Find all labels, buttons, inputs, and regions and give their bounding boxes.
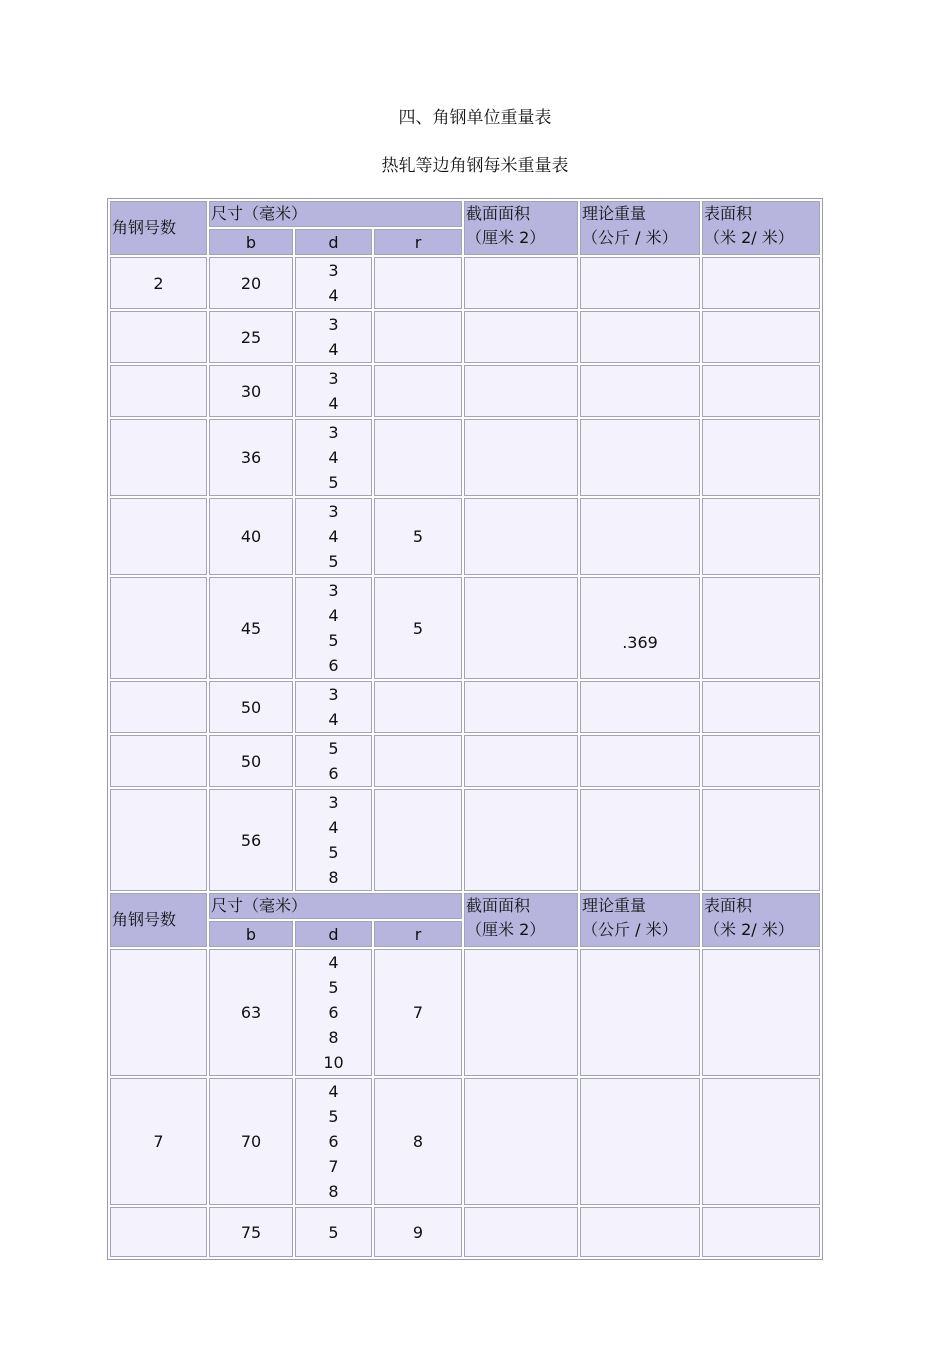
table-body [110,201,820,1257]
cell-no [110,311,207,363]
cell-b: 70 [209,1078,293,1205]
cell-b: 36 [209,419,293,496]
cell-d-value: 5 [328,978,339,997]
cell-d-value: 4 [328,527,339,546]
cell-no: 2 [110,257,207,309]
header-weight-line1: 理论重量 [582,896,647,915]
cell-r [374,419,462,496]
cell-d-value: 5 [328,1107,339,1126]
table-row [110,681,820,733]
cell-r [374,681,462,733]
table-title: 热轧等边角钢每米重量表 [381,156,569,176]
header-row [110,201,820,227]
header-surface-line2: （米 2/ 米） [704,228,794,247]
cell-b: 63 [209,949,293,1076]
cell-d-value: 4 [328,448,339,467]
cell-d-value: 6 [328,764,339,783]
section-title: 四、角钢单位重量表 [398,108,552,128]
cell-d [295,1207,372,1257]
cell-r [374,257,462,309]
cell-d-value: 4 [328,710,339,729]
angle-steel-weight-table [107,198,823,1260]
table-row [110,1207,820,1257]
table-row [110,789,820,891]
header-surface-line1: 表面积 [704,204,753,223]
cell-d-value: 3 [328,581,339,600]
table-row [110,419,820,496]
cell-d-value: 8 [328,1182,339,1201]
table-row [110,949,820,1076]
cell-weight [580,1207,700,1257]
table-row [110,257,820,309]
cell-b: 40 [209,498,293,575]
header-weight [580,893,700,947]
cell-weight [580,365,700,417]
cell-d-value: 3 [328,423,339,442]
header-surface [702,893,820,947]
cell-d [295,257,372,309]
cell-d [295,949,372,1076]
cell-weight [580,1078,700,1205]
cell-d-value: 3 [328,315,339,334]
cell-d-value: 4 [328,286,339,305]
cell-no [110,365,207,417]
cell-area [464,257,578,309]
header-surface [702,201,820,255]
header-no: 角钢号数 [110,201,207,255]
cell-area [464,1078,578,1205]
cell-d-value: 3 [328,502,339,521]
cell-d-value: 6 [328,656,339,675]
cell-surface [702,1078,820,1205]
cell-area [464,311,578,363]
header-weight-line2: （公斤 / 米） [582,228,678,247]
cell-d [295,1078,372,1205]
cell-area [464,419,578,496]
cell-b: 25 [209,311,293,363]
cell-area [464,681,578,733]
cell-weight [580,498,700,575]
header-b: b [209,921,293,947]
header-area-line1: 截面面积 [466,204,531,223]
cell-weight [580,789,700,891]
cell-area [464,498,578,575]
cell-area [464,365,578,417]
cell-no [110,1207,207,1257]
cell-surface [702,498,820,575]
cell-d-value: 4 [328,1082,339,1101]
cell-weight [580,257,700,309]
header-area [464,893,578,947]
cell-b: 50 [209,735,293,787]
header-no: 角钢号数 [110,893,207,947]
cell-r: 5 [374,577,462,679]
cell-d-value: 4 [328,953,339,972]
header-area [464,201,578,255]
cell-r [374,789,462,891]
header-surface-line2: （米 2/ 米） [704,920,794,939]
cell-d-value: 5 [328,473,339,492]
header-weight-line2: （公斤 / 米） [582,920,678,939]
cell-area [464,577,578,679]
header-row [110,893,820,919]
header-area-line2: （厘米 2） [466,920,546,939]
cell-no [110,735,207,787]
cell-weight [580,949,700,1076]
cell-surface [702,311,820,363]
cell-surface [702,419,820,496]
cell-b: 30 [209,365,293,417]
header-weight-line1: 理论重量 [582,204,647,223]
cell-no [110,419,207,496]
cell-area [464,1207,578,1257]
cell-surface [702,789,820,891]
cell-r: 7 [374,949,462,1076]
cell-surface [702,257,820,309]
table-row [110,498,820,575]
cell-surface [702,1207,820,1257]
cell-d [295,365,372,417]
cell-d-value: 5 [328,552,339,571]
cell-d-value: 7 [328,1157,339,1176]
header-d: d [295,229,372,255]
cell-weight [580,311,700,363]
header-size: 尺寸（毫米） [209,201,462,227]
cell-no [110,681,207,733]
cell-r: 5 [374,498,462,575]
cell-area [464,735,578,787]
cell-d-value: 8 [328,868,339,887]
cell-d-value: 8 [328,1028,339,1047]
cell-surface [702,949,820,1076]
cell-no [110,789,207,891]
cell-b: 50 [209,681,293,733]
cell-no: 7 [110,1078,207,1205]
cell-d-value: 3 [328,793,339,812]
cell-d [295,419,372,496]
cell-d-value: 6 [328,1132,339,1151]
cell-area [464,789,578,891]
cell-d [295,577,372,679]
cell-d-value: 6 [328,1003,339,1022]
cell-no [110,949,207,1076]
cell-weight [580,681,700,733]
header-weight [580,201,700,255]
table-row [110,365,820,417]
table-row [110,311,820,363]
cell-d [295,498,372,575]
cell-r [374,311,462,363]
header-area-line1: 截面面积 [466,896,531,915]
cell-d-value: 5 [328,739,339,758]
cell-no [110,498,207,575]
table-row [110,735,820,787]
cell-r [374,735,462,787]
cell-d-value: 5 [328,631,339,650]
cell-d-value: 4 [328,394,339,413]
cell-d-value: 4 [328,606,339,625]
header-size: 尺寸（毫米） [209,893,462,919]
header-area-line2: （厘米 2） [466,228,546,247]
cell-surface [702,577,820,679]
cell-r: 8 [374,1078,462,1205]
header-b: b [209,229,293,255]
cell-weight: .369 [580,577,700,679]
cell-surface [702,681,820,733]
cell-r: 9 [374,1207,462,1257]
cell-d [295,681,372,733]
cell-d-value: 5 [328,843,339,862]
cell-d-value: 10 [323,1053,344,1072]
header-d: d [295,921,372,947]
cell-d-value: 3 [328,261,339,280]
cell-b: 56 [209,789,293,891]
cell-d-value: 4 [328,340,339,359]
cell-b: 20 [209,257,293,309]
cell-b: 75 [209,1207,293,1257]
cell-d-value: 4 [328,818,339,837]
cell-d [295,311,372,363]
cell-d-value: 3 [328,685,339,704]
table-row [110,577,820,679]
cell-area [464,949,578,1076]
cell-no [110,577,207,679]
table-row [110,1078,820,1205]
cell-d [295,735,372,787]
cell-weight [580,419,700,496]
cell-r [374,365,462,417]
cell-weight [580,735,700,787]
cell-b: 45 [209,577,293,679]
header-surface-line1: 表面积 [704,896,753,915]
cell-d [295,789,372,891]
cell-d-value: 3 [328,369,339,388]
cell-d-value: 5 [328,1222,339,1242]
cell-surface [702,735,820,787]
cell-surface [702,365,820,417]
header-r: r [374,229,462,255]
header-r: r [374,921,462,947]
